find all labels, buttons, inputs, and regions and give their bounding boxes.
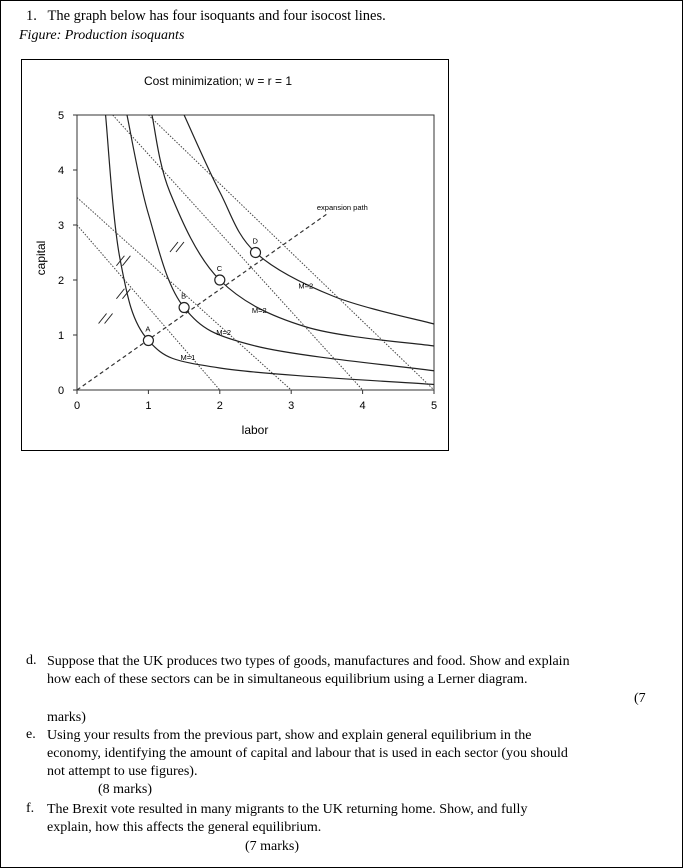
x-tick-label: 0: [73, 400, 81, 412]
isoquant-annotation: M=2: [298, 281, 314, 291]
part-e-line-2: economy, identifying the amount of capital and labour that is used in each sector (you should: [47, 746, 568, 761]
expansion-path-line: [77, 214, 327, 390]
question-text: The graph below has four isoquants and four isocost lines.: [47, 8, 386, 24]
y-tick-label: 1: [57, 330, 65, 342]
tangency-point-b: [179, 303, 189, 313]
isoquant-annotation: M=2: [216, 328, 232, 337]
isocost-1-line: [77, 225, 220, 390]
x-tick-label: 5: [430, 400, 438, 412]
y-tick-label: 0: [57, 385, 65, 397]
x-tick-label: 4: [359, 400, 366, 412]
part-f-marks: (7 marks): [245, 839, 300, 854]
part-f-line-2: explain, how this affects the general equilibrium.: [47, 820, 322, 835]
question-number: 1.: [26, 8, 37, 24]
chart-title: Cost minimization; w = r = 1: [143, 74, 293, 88]
part-e-marks: (8 marks): [98, 782, 153, 797]
part-d-marks-open: (7: [634, 691, 646, 706]
tangency-label-b: B: [181, 291, 187, 301]
isoquant-annotation: M=2: [251, 306, 267, 315]
part-e-line-1: Using your results from the previous part, show and explain general equilibrium in the: [47, 728, 532, 743]
tangency-label-a: A: [145, 324, 151, 334]
y-tick-label: 3: [57, 220, 65, 232]
isoquant-4-curve: [184, 115, 434, 324]
tangency-label-c: C: [216, 264, 223, 273]
x-tick-label: 3: [288, 400, 295, 412]
part-f-letter: f.: [26, 801, 35, 816]
part-d-letter: d.: [26, 653, 37, 668]
x-tick-label: 1: [145, 400, 152, 412]
isoquant-3-curve: [152, 115, 434, 346]
y-axis-label: capital: [34, 240, 48, 276]
tangency-label-d: D: [252, 236, 258, 246]
x-axis-label: labor: [241, 423, 269, 437]
question-title: [26, 8, 386, 25]
y-tick-label: 5: [57, 110, 65, 122]
part-d-line-1: Suppose that the UK produces two types of goods, manufactures and food. Show and explain: [47, 654, 570, 669]
isocost-3-line: [113, 115, 363, 390]
tangency-point-c: [215, 275, 225, 285]
tangency-point-d: [251, 248, 261, 258]
isocost-4-line: [148, 115, 434, 390]
isoquant-annotation: M=1: [180, 352, 196, 362]
part-f-line-1: The Brexit vote resulted in many migrants to the UK returning home. Show, and fully: [47, 802, 528, 817]
isoquant-1-curve: [106, 115, 434, 385]
figure-caption: Figure: Production isoquants: [19, 28, 185, 43]
part-e-letter: e.: [26, 727, 36, 742]
chart-frame: [21, 59, 449, 451]
tangency-point-a: [143, 336, 153, 346]
part-e-line-3: not attempt to use figures).: [47, 764, 198, 779]
part-d-line-2: how each of these sectors can be in simultaneous equilibrium using a Lerner diagram.: [47, 672, 528, 687]
expansion-path-label: expansion path: [316, 203, 368, 212]
y-tick-label: 2: [57, 275, 65, 287]
x-tick-label: 2: [216, 400, 223, 412]
y-tick-label: 4: [57, 165, 65, 177]
part-d-marks: marks): [47, 710, 86, 725]
production-isoquant-chart: [22, 60, 450, 452]
